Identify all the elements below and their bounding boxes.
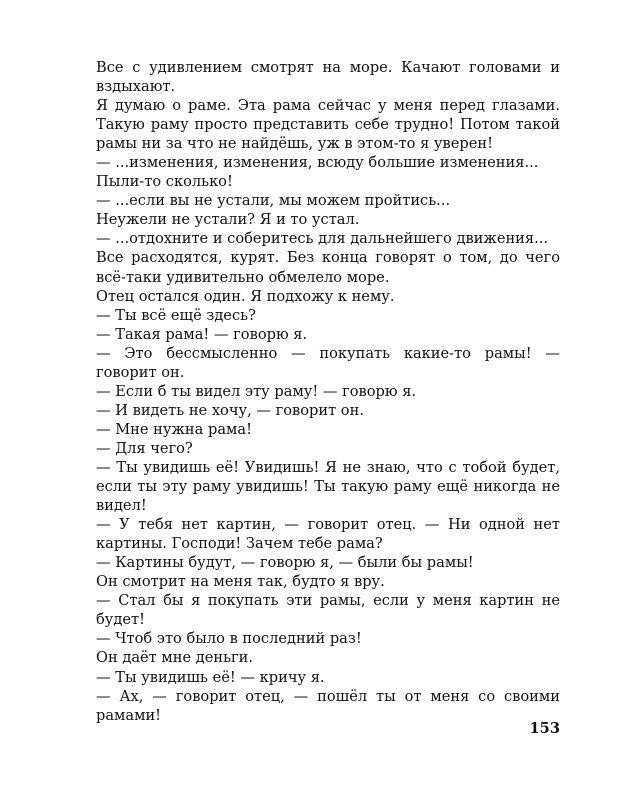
paragraph: — Для чего? xyxy=(96,439,193,457)
paragraph: — Ты всё ещё здесь? xyxy=(96,306,256,324)
paragraph: — Ты увидишь её! — кричу я. xyxy=(96,668,325,686)
paragraph: Все с удивлением смотрят на море. Качают головами и вздыхают. xyxy=(96,59,560,96)
paragraph: — Ты увидишь её! Увидишь! Я не знаю, что с тобой будет, если ты эту раму увидишь! Ты такую раму ещё никогда не видел! xyxy=(96,458,560,515)
paragraph: — Это бессмысленно — покупать какие-то рамы! — говорит он. xyxy=(96,344,560,381)
paragraph: Пыли-то сколько! xyxy=(96,173,233,191)
page-text xyxy=(96,58,560,725)
paragraph: — Если б ты видел эту раму! — говорю я. xyxy=(96,382,417,400)
paragraph: — ...отдохните и соберитесь для дальнейшего движения... xyxy=(96,230,549,248)
paragraph: — Мне нужна рама! xyxy=(96,420,252,438)
paragraph: — Такая рама! — говорю я. xyxy=(96,325,308,343)
paragraph: Он даёт мне деньги. xyxy=(96,649,254,667)
paragraph: Все расходятся, курят. Без конца говорят о том, до чего всё-таки удивительно обмелело море. xyxy=(96,249,560,286)
paragraph: — Стал бы я покупать эти рамы, если у меня картин не будет! xyxy=(96,592,560,629)
paragraph: Отец остался один. Я подхожу к нему. xyxy=(96,287,395,305)
paragraph: — Ах, — говорит отец, — пошёл ты от меня со своими рамами! xyxy=(96,687,560,724)
paragraph: — Чтоб это было в последний раз! xyxy=(96,630,362,648)
paragraph: — Картины будут, — говорю я, — были бы рамы! xyxy=(96,554,474,572)
paragraph: Он смотрит на меня так, будто я вру. xyxy=(96,573,385,591)
paragraph: Я думаю о раме. Эта рама сейчас у меня перед глазами. Такую раму просто представить себе трудно! Потом такой рамы ни за что не найдёшь, уж в этом-то я уверен! xyxy=(96,97,560,153)
paragraph: — ...если вы не устали, мы можем пройтись... xyxy=(96,192,451,210)
paragraph: — У тебя нет картин, — говорит отец. — Ни одной нет картины. Господи! Зачем тебе рама? xyxy=(96,516,560,553)
page-number: 153 xyxy=(529,720,560,737)
paragraph: — ...изменения, изменения, всюду большие изменения... xyxy=(96,154,539,172)
paragraph: Неужели не устали? Я и то устал. xyxy=(96,211,360,229)
paragraph: — И видеть не хочу, — говорит он. xyxy=(96,401,364,419)
